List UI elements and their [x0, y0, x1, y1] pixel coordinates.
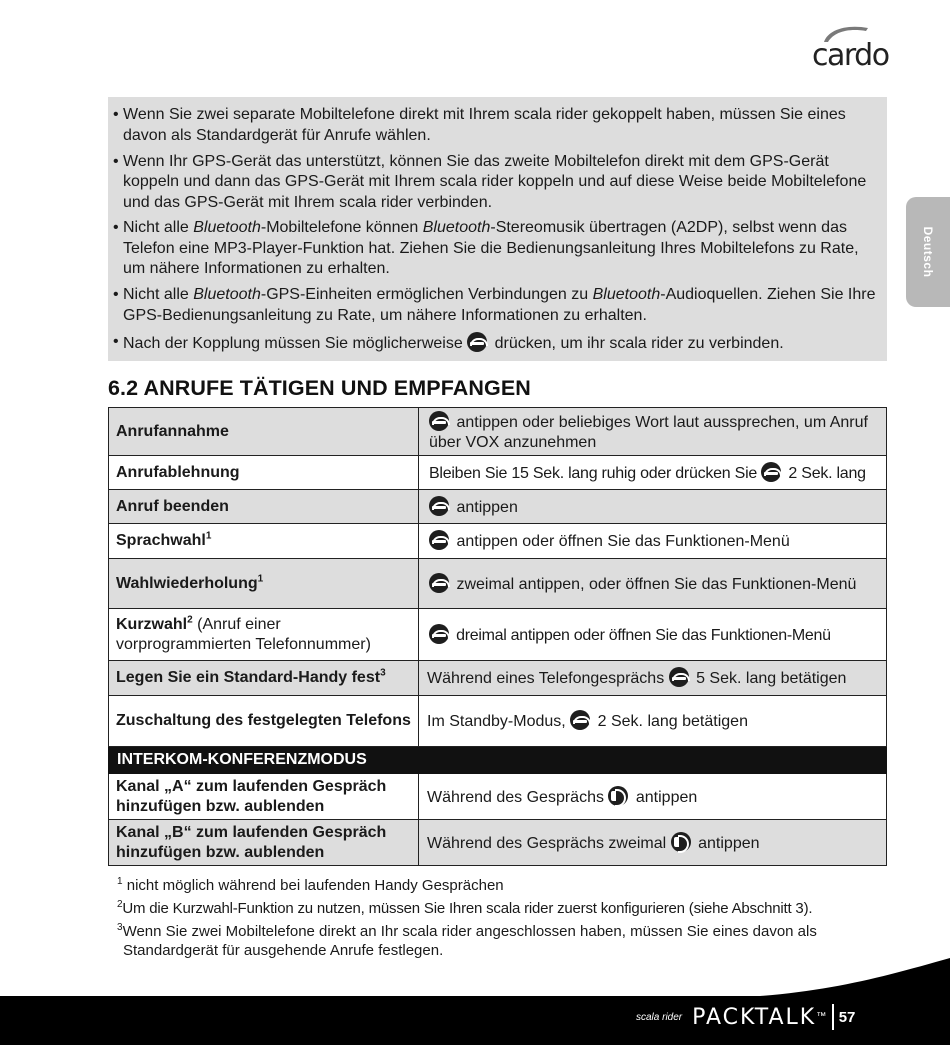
row-label: Kanal „B“ zum laufenden Gespräch hinzufügen bzw. aublenden [109, 820, 419, 866]
note-item: • Wenn Sie zwei separate Mobiltelefone direkt mit Ihrem scala rider gekoppelt haben, müssen Sie eines davon als Standardgerät für Anrufe wählen. [116, 105, 877, 146]
table-row [109, 661, 887, 696]
row-action: Während eines Telefongesprächs 5 Sek. lang betätigen [419, 661, 887, 696]
phone-button-icon [429, 496, 449, 516]
phone-button-icon [429, 411, 449, 431]
note-item: • Nach der Kopplung müssen Sie möglicherweise drücken, um ihr scala rider zu verbinden. [116, 332, 877, 355]
language-tab-label: Deutsch [921, 226, 935, 278]
section-title: 6.2 ANRUFE TÄTIGEN UND EMPFANGEN [108, 376, 531, 400]
phone-button-icon [429, 624, 449, 644]
footnote: $^1$ nicht möglich während bei laufenden Handy Gesprächen [117, 876, 504, 894]
table-row [109, 609, 887, 661]
row-label: Zuschaltung des festgelegten Telefons [109, 696, 419, 747]
table-row [109, 408, 887, 456]
language-side-tab [906, 197, 950, 307]
footer-scala-rider: scala rider [636, 1011, 683, 1023]
row-label: Sprachwahl$^1$ [109, 524, 419, 559]
phone-button-icon [429, 573, 449, 593]
row-label: Wahlwiederholung$^1$ [109, 559, 419, 609]
footer-product: PACKTALK [692, 1004, 817, 1030]
table-row [109, 490, 887, 524]
logo-text: cardo [812, 38, 889, 73]
table-row [109, 524, 887, 559]
phone-button-icon [761, 462, 781, 482]
phone-button-icon [467, 332, 487, 352]
row-action: dreimal antippen oder öffnen Sie das Funktionen-Menü [419, 609, 887, 661]
row-action: antippen [419, 490, 887, 524]
row-action: Während des Gesprächs antippen [419, 774, 887, 820]
cardo-logo [812, 22, 892, 74]
phone-button-icon [669, 667, 689, 687]
table-row [109, 559, 887, 609]
row-action: Bleiben Sie 15 Sek. lang ruhig oder drücken Sie 2 Sek. lang [419, 456, 887, 490]
notes-box [108, 97, 887, 361]
intercom-header: INTERKOM-KONFERENZMODUS [109, 747, 887, 774]
page-number: 57 [838, 1008, 856, 1026]
row-label: Legen Sie ein Standard-Handy fest$^3$ [109, 661, 419, 696]
intercom-button-icon [671, 832, 691, 852]
row-action: antippen oder beliebiges Wort laut aussprechen, um Anruf über VOX anzunehmen [419, 408, 887, 456]
note-item: • Wenn Ihr GPS-Gerät das unterstützt, können Sie das zweite Mobiltelefon direkt mit dem GPS-Gerät koppeln und dann das GPS-Gerät mit Ihrem scala rider koppeln und auf diese Weise beide Mobiltelefone und das GPS-Gerät mit Ihrem scala rider verbinden. [116, 152, 877, 214]
row-action: Während des Gesprächs zweimal antippen [419, 820, 887, 866]
phone-button-icon [429, 530, 449, 550]
note-item: • Nicht alle Bluetooth-GPS-Einheiten ermöglichen Verbindungen zu Bluetooth-Audioquellen. Ziehen Sie Ihre GPS-Bedienungsanleitung zu Rate, um nähere Informationen zu erhalten. [116, 285, 877, 326]
intercom-button-icon [608, 786, 628, 806]
table-row [109, 774, 887, 820]
row-action: Im Standby-Modus, 2 Sek. lang betätigen [419, 696, 887, 747]
intercom-header-row [109, 747, 887, 774]
table-row [109, 456, 887, 490]
footer-brand: scala rider PACKTALK ™ 57 [636, 1004, 856, 1030]
call-functions-table [108, 407, 887, 866]
phone-button-icon [570, 710, 590, 730]
note-item: • Nicht alle Bluetooth-Mobiltelefone können Bluetooth-Stereomusik übertragen (A2DP), selbst wenn das Telefon eine MP3-Player-Funktion hat. Ziehen Sie die Bedienungsanleitung Ihres Mobiltelefons zu Rate, um nähere Informationen zu erhalten. [116, 218, 877, 280]
row-action: zweimal antippen, oder öffnen Sie das Funktionen-Menü [419, 559, 887, 609]
row-label: Kurzwahl$^2$ (Anruf einer vorprogrammierten Telefonnummer) [109, 609, 419, 661]
row-action: antippen oder öffnen Sie das Funktionen-Menü [419, 524, 887, 559]
table-row [109, 696, 887, 747]
row-label: Kanal „A“ zum laufenden Gespräch hinzufügen bzw. aublenden [109, 774, 419, 820]
row-label: Anrufablehnung [109, 456, 419, 490]
table-row [109, 820, 887, 866]
row-label: Anruf beenden [109, 490, 419, 524]
footnote: $^3$Wenn Sie zwei Mobiltelefone direkt an Ihr scala rider angeschlossen haben, müssen Sie eines davon als Standardgerät für ausgehende Anrufe festlegen. [117, 922, 817, 959]
footer-separator [832, 1004, 834, 1030]
footnote: $^2$Um die Kurzwahl-Funktion zu nutzen, müssen Sie Ihren scala rider zuerst konfigurieren (siehe Abschnitt 3). [117, 899, 813, 917]
row-label: Anrufannahme [109, 408, 419, 456]
